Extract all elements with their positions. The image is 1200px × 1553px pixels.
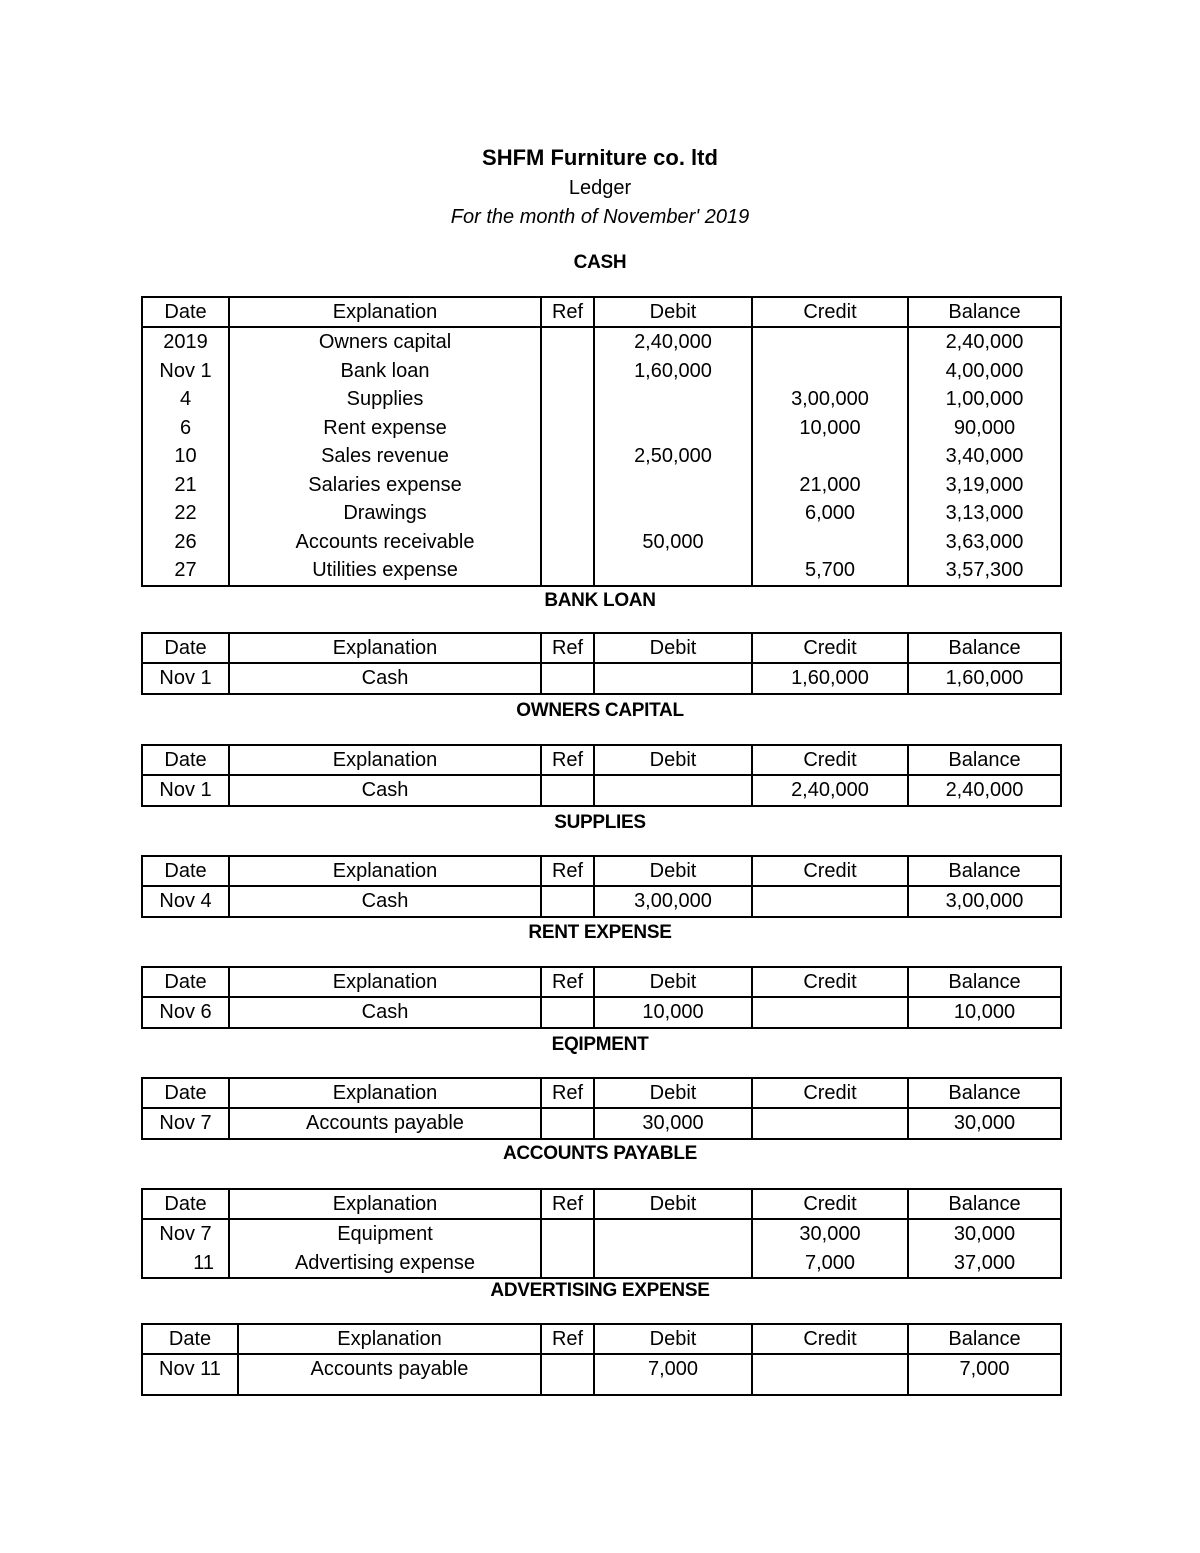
table-row <box>142 556 1061 586</box>
table-row <box>142 499 1061 528</box>
cell-date: Nov 11 <box>142 1354 238 1395</box>
column-header-explanation: Explanation <box>229 967 541 997</box>
cell-balance: 30,000 <box>908 1219 1061 1249</box>
cell-debit <box>594 471 752 500</box>
column-header-balance: Balance <box>908 745 1061 775</box>
ledger-table-bank-loan <box>141 632 1062 695</box>
cell-debit <box>594 1249 752 1279</box>
cell-debit: 30,000 <box>594 1108 752 1139</box>
cell-credit <box>752 327 908 357</box>
table-row <box>142 886 1061 917</box>
account-title-rent-expense: RENT EXPENSE <box>528 922 672 943</box>
cell-debit <box>594 1219 752 1249</box>
table-row <box>142 327 1061 357</box>
cell-balance: 3,00,000 <box>908 886 1061 917</box>
column-header-ref: Ref <box>541 1078 594 1108</box>
cell-date: Nov 1 <box>142 357 229 386</box>
cell-credit <box>752 528 908 557</box>
column-header-debit: Debit <box>594 856 752 886</box>
cell-ref <box>541 385 594 414</box>
cell-credit <box>752 997 908 1028</box>
column-header-balance: Balance <box>908 1189 1061 1219</box>
cell-explanation: Bank loan <box>229 357 541 386</box>
cell-ref <box>541 327 594 357</box>
cell-date: 4 <box>142 385 229 414</box>
cell-credit: 21,000 <box>752 471 908 500</box>
cell-ref <box>541 1249 594 1279</box>
cell-balance: 1,00,000 <box>908 385 1061 414</box>
table-row <box>142 471 1061 500</box>
column-header-ref: Ref <box>541 856 594 886</box>
column-header-debit: Debit <box>594 1324 752 1354</box>
cell-debit: 50,000 <box>594 528 752 557</box>
cell-explanation: Sales revenue <box>229 442 541 471</box>
column-header-credit: Credit <box>752 1078 908 1108</box>
cell-credit: 5,700 <box>752 556 908 586</box>
column-header-ref: Ref <box>541 745 594 775</box>
column-header-date: Date <box>142 1324 238 1354</box>
cell-credit: 7,000 <box>752 1249 908 1279</box>
cell-ref <box>541 556 594 586</box>
column-header-ref: Ref <box>541 967 594 997</box>
column-header-debit: Debit <box>594 1078 752 1108</box>
column-header-credit: Credit <box>752 297 908 327</box>
cell-date: 11 <box>142 1249 229 1279</box>
account-title-supplies: SUPPLIES <box>554 812 646 833</box>
company-name: SHFM Furniture co. ltd <box>482 145 718 170</box>
cell-balance: 90,000 <box>908 414 1061 443</box>
column-header-ref: Ref <box>541 633 594 663</box>
table-row <box>142 528 1061 557</box>
cell-balance: 3,13,000 <box>908 499 1061 528</box>
cell-explanation: Cash <box>229 775 541 806</box>
cell-date: 21 <box>142 471 229 500</box>
column-header-credit: Credit <box>752 856 908 886</box>
account-title-owners-capital: OWNERS CAPITAL <box>516 700 684 721</box>
account-title-bank-loan: BANK LOAN <box>544 590 656 611</box>
cell-balance: 2,40,000 <box>908 327 1061 357</box>
cell-explanation: Accounts payable <box>238 1354 541 1395</box>
ledger-table-eqipment <box>141 1077 1062 1140</box>
document-subtitle: Ledger <box>568 177 632 199</box>
cell-date: Nov 1 <box>142 775 229 806</box>
cell-date: 2019 <box>142 327 229 357</box>
cell-ref <box>541 414 594 443</box>
column-header-credit: Credit <box>752 967 908 997</box>
cell-credit <box>752 357 908 386</box>
cell-credit: 10,000 <box>752 414 908 443</box>
cell-credit: 3,00,000 <box>752 385 908 414</box>
column-header-ref: Ref <box>541 1324 594 1354</box>
column-header-ref: Ref <box>541 1189 594 1219</box>
cell-credit <box>752 886 908 917</box>
cell-date: 6 <box>142 414 229 443</box>
cell-balance: 37,000 <box>908 1249 1061 1279</box>
column-header-date: Date <box>142 1189 229 1219</box>
ledger-table-cash <box>141 296 1062 587</box>
account-title-cash: CASH <box>573 252 627 273</box>
cell-balance: 10,000 <box>908 997 1061 1028</box>
column-header-ref: Ref <box>541 297 594 327</box>
column-header-date: Date <box>142 1078 229 1108</box>
table-header-row <box>142 1324 1061 1354</box>
cell-debit <box>594 775 752 806</box>
column-header-explanation: Explanation <box>229 1189 541 1219</box>
cell-debit: 1,60,000 <box>594 357 752 386</box>
cell-debit: 10,000 <box>594 997 752 1028</box>
cell-ref <box>541 886 594 917</box>
column-header-balance: Balance <box>908 297 1061 327</box>
cell-explanation: Cash <box>229 886 541 917</box>
ledger-table-accounts-payable <box>141 1188 1062 1279</box>
cell-debit <box>594 499 752 528</box>
column-header-explanation: Explanation <box>238 1324 541 1354</box>
cell-balance: 30,000 <box>908 1108 1061 1139</box>
cell-balance: 3,19,000 <box>908 471 1061 500</box>
column-header-balance: Balance <box>908 633 1061 663</box>
ledger-table-rent-expense <box>141 966 1062 1029</box>
cell-ref <box>541 528 594 557</box>
cell-ref <box>541 442 594 471</box>
table-header-row <box>142 297 1061 327</box>
table-row <box>142 385 1061 414</box>
cell-explanation: Accounts payable <box>229 1108 541 1139</box>
cell-explanation: Cash <box>229 663 541 694</box>
ledger-table-owners-capital <box>141 744 1062 807</box>
cell-explanation: Cash <box>229 997 541 1028</box>
cell-debit: 7,000 <box>594 1354 752 1395</box>
cell-explanation: Salaries expense <box>229 471 541 500</box>
column-header-date: Date <box>142 967 229 997</box>
table-row <box>142 442 1061 471</box>
cell-date: 22 <box>142 499 229 528</box>
cell-date: 26 <box>142 528 229 557</box>
column-header-explanation: Explanation <box>229 1078 541 1108</box>
cell-credit: 1,60,000 <box>752 663 908 694</box>
table-row <box>142 1219 1061 1249</box>
table-header-row <box>142 745 1061 775</box>
cell-balance: 4,00,000 <box>908 357 1061 386</box>
table-header-row <box>142 633 1061 663</box>
cell-date: Nov 1 <box>142 663 229 694</box>
cell-ref <box>541 1108 594 1139</box>
cell-ref <box>541 775 594 806</box>
column-header-debit: Debit <box>594 745 752 775</box>
table-header-row <box>142 967 1061 997</box>
column-header-credit: Credit <box>752 1189 908 1219</box>
cell-debit: 2,40,000 <box>594 327 752 357</box>
cell-ref <box>541 997 594 1028</box>
column-header-explanation: Explanation <box>229 633 541 663</box>
column-header-explanation: Explanation <box>229 745 541 775</box>
cell-date: Nov 7 <box>142 1219 229 1249</box>
cell-credit <box>752 1354 908 1395</box>
column-header-balance: Balance <box>908 1078 1061 1108</box>
account-title-eqipment: EQIPMENT <box>551 1034 649 1055</box>
account-title-accounts-payable: ACCOUNTS PAYABLE <box>502 1143 698 1164</box>
table-row <box>142 997 1061 1028</box>
column-header-debit: Debit <box>594 1189 752 1219</box>
cell-explanation: Owners capital <box>229 327 541 357</box>
cell-balance: 2,40,000 <box>908 775 1061 806</box>
cell-credit <box>752 1108 908 1139</box>
column-header-date: Date <box>142 633 229 663</box>
table-header-row <box>142 1078 1061 1108</box>
cell-explanation: Rent expense <box>229 414 541 443</box>
cell-balance: 1,60,000 <box>908 663 1061 694</box>
cell-explanation: Equipment <box>229 1219 541 1249</box>
ledger-table-advertising-expense <box>141 1323 1062 1396</box>
table-row <box>142 663 1061 694</box>
column-header-credit: Credit <box>752 633 908 663</box>
table-row <box>142 1108 1061 1139</box>
column-header-date: Date <box>142 856 229 886</box>
cell-credit: 6,000 <box>752 499 908 528</box>
cell-date: 10 <box>142 442 229 471</box>
period-label: For the month of November' 2019 <box>450 206 750 228</box>
cell-explanation: Drawings <box>229 499 541 528</box>
cell-debit: 2,50,000 <box>594 442 752 471</box>
column-header-balance: Balance <box>908 856 1061 886</box>
cell-debit <box>594 663 752 694</box>
cell-explanation: Supplies <box>229 385 541 414</box>
cell-explanation: Accounts receivable <box>229 528 541 557</box>
account-title-advertising-expense: ADVERTISING EXPENSE <box>490 1280 710 1301</box>
cell-explanation: Advertising expense <box>229 1249 541 1279</box>
cell-date: 27 <box>142 556 229 586</box>
cell-debit <box>594 385 752 414</box>
cell-date: Nov 7 <box>142 1108 229 1139</box>
cell-balance: 3,57,300 <box>908 556 1061 586</box>
ledger-table-supplies <box>141 855 1062 918</box>
cell-credit <box>752 442 908 471</box>
table-header-row <box>142 1189 1061 1219</box>
table-header-row <box>142 856 1061 886</box>
column-header-credit: Credit <box>752 745 908 775</box>
cell-debit <box>594 414 752 443</box>
cell-date: Nov 4 <box>142 886 229 917</box>
cell-explanation: Utilities expense <box>229 556 541 586</box>
table-row <box>142 775 1061 806</box>
cell-balance: 3,63,000 <box>908 528 1061 557</box>
column-header-balance: Balance <box>908 1324 1061 1354</box>
cell-credit: 30,000 <box>752 1219 908 1249</box>
table-row <box>142 357 1061 386</box>
column-header-debit: Debit <box>594 297 752 327</box>
cell-date: Nov 6 <box>142 997 229 1028</box>
cell-ref <box>541 471 594 500</box>
cell-balance: 3,40,000 <box>908 442 1061 471</box>
column-header-explanation: Explanation <box>229 297 541 327</box>
cell-ref <box>541 357 594 386</box>
column-header-date: Date <box>142 297 229 327</box>
column-header-credit: Credit <box>752 1324 908 1354</box>
column-header-balance: Balance <box>908 967 1061 997</box>
column-header-explanation: Explanation <box>229 856 541 886</box>
table-row <box>142 1249 1061 1279</box>
column-header-debit: Debit <box>594 967 752 997</box>
cell-ref <box>541 1354 594 1395</box>
cell-debit: 3,00,000 <box>594 886 752 917</box>
cell-ref <box>541 1219 594 1249</box>
column-header-debit: Debit <box>594 633 752 663</box>
cell-balance: 7,000 <box>908 1354 1061 1395</box>
cell-credit: 2,40,000 <box>752 775 908 806</box>
cell-debit <box>594 556 752 586</box>
cell-ref <box>541 499 594 528</box>
column-header-date: Date <box>142 745 229 775</box>
table-row <box>142 414 1061 443</box>
table-row <box>142 1354 1061 1395</box>
cell-ref <box>541 663 594 694</box>
